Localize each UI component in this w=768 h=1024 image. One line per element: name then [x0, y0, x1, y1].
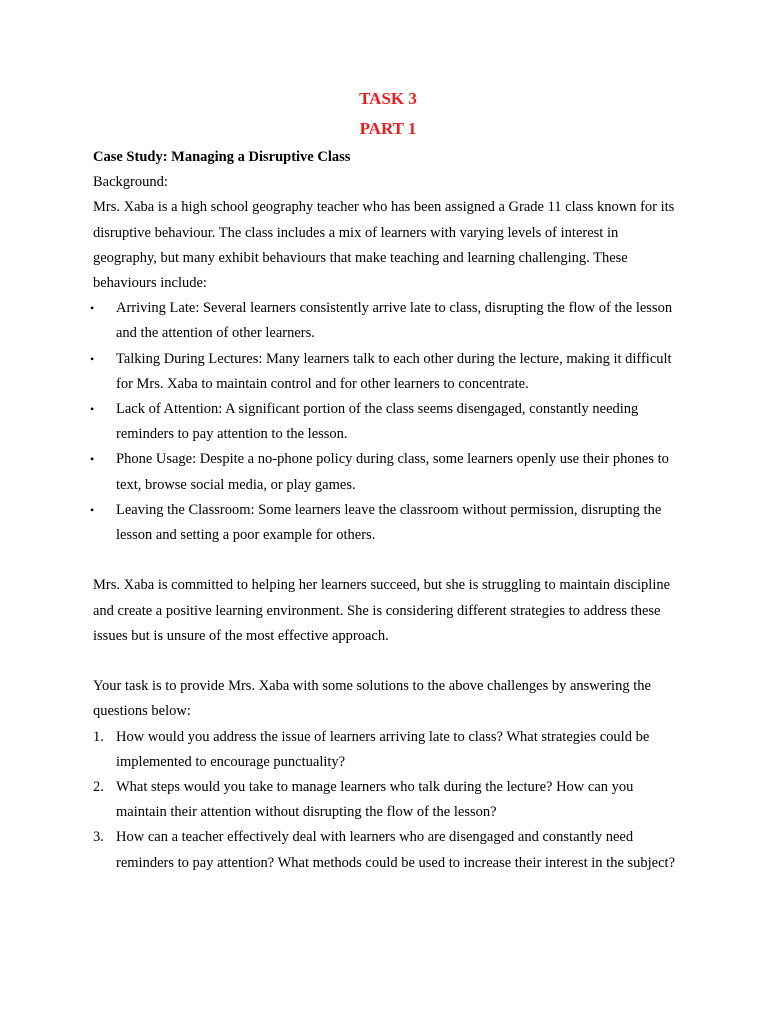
- behaviour-text: Arriving Late: Several learners consistently arrive late to class, disrupting the flow of the lesson and the attention of other learners.: [116, 300, 673, 342]
- question-number: 1.: [93, 728, 104, 745]
- bullet-icon: •: [90, 452, 95, 467]
- paragraph-spacer: [93, 548, 683, 573]
- question-text: How can a teacher effectively deal with learners who are disengaged and constantly need reminders to pay attention? What methods could be used to increase their interest in the subject?: [116, 829, 676, 871]
- list-item: [93, 825, 683, 875]
- behaviour-text: Leaving the Classroom: Some learners leave the classroom without permission, disrupting the lesson and setting a poor example for others.: [116, 501, 662, 544]
- question-list: [93, 725, 683, 876]
- list-item: [90, 498, 683, 548]
- list-item: [90, 296, 683, 346]
- document-page: [90, 84, 683, 876]
- bullet-icon: •: [90, 301, 95, 316]
- behaviour-text: Talking During Lectures: Many learners talk to each other during the lecture, making it difficult for Mrs. Xaba to maintain control and for other learners to concentrate.: [116, 350, 672, 392]
- question-number: 3.: [93, 829, 104, 846]
- list-item: [90, 397, 683, 447]
- behaviour-text: Lack of Attention: A significant portion of the class seems disengaged, constantly needing reminders to pay attention to the lesson.: [116, 401, 639, 443]
- behaviour-list: [90, 296, 683, 548]
- commitment-paragraph: Mrs. Xaba is committed to helping her learners succeed, but she is struggling to maintain discipline and create a positive learning environment. She is considering different strategies to address these issues but is unsure of the most effective approach.: [93, 577, 671, 644]
- task-heading: TASK 3: [359, 89, 417, 108]
- question-text: What steps would you take to manage learners who talk during the lecture? How can you maintain their attention without disrupting the flow of the lesson?: [116, 779, 634, 821]
- paragraph-spacer: [93, 649, 683, 674]
- list-item: [93, 725, 683, 775]
- question-text: How would you address the issue of learners arriving late to class? What strategies could be implemented to encourage punctuality?: [116, 728, 650, 770]
- part-heading: PART 1: [359, 119, 417, 138]
- list-item: [93, 775, 683, 825]
- bullet-icon: •: [90, 402, 95, 417]
- intro-paragraph: Mrs. Xaba is a high school geography teacher who has been assigned a Grade 11 class known for its disruptive behaviour. The class includes a mix of learners with varying levels of interest in geography, but many exhibit behaviours that make teaching and learning challenging. These behaviours include:: [93, 199, 675, 292]
- list-item: [90, 447, 683, 497]
- behaviour-text: Phone Usage: Despite a no-phone policy during class, some learners openly use their phones to text, browse social media, or play games.: [116, 451, 669, 493]
- task-paragraph: Your task is to provide Mrs. Xaba with some solutions to the above challenges by answering the questions below:: [93, 678, 651, 720]
- bullet-icon: •: [90, 502, 95, 517]
- bullet-icon: •: [90, 351, 95, 366]
- question-number: 2.: [93, 779, 104, 796]
- list-item: [90, 347, 683, 397]
- case-study-title: Case Study: Managing a Disruptive Class: [93, 149, 351, 165]
- background-label: Background:: [93, 174, 168, 191]
